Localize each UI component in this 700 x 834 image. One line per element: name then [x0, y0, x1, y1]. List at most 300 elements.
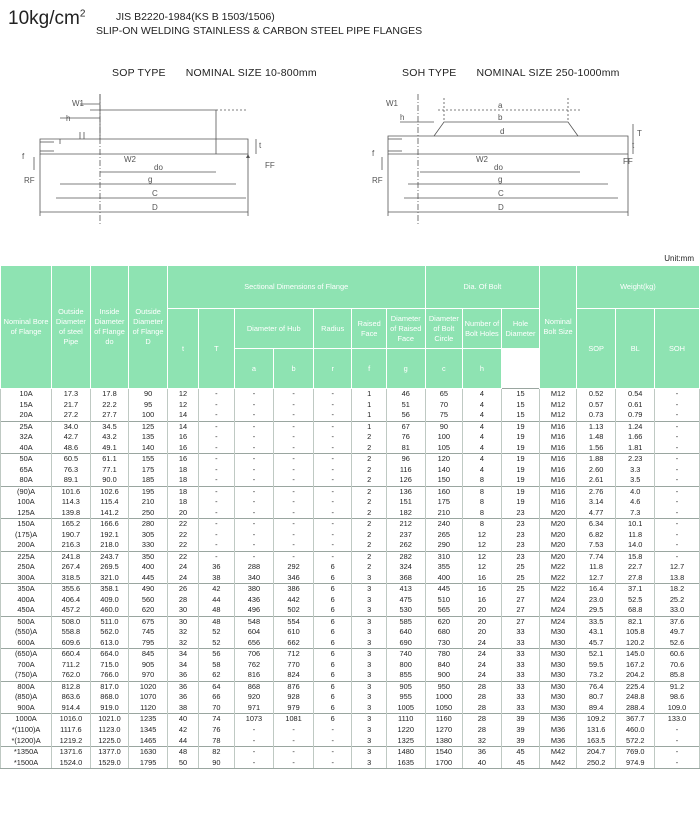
- table-cell: -: [274, 519, 314, 530]
- table-cell: 15: [501, 400, 540, 411]
- table-cell: 457.2: [52, 605, 91, 616]
- table-cell: 76.3: [52, 465, 91, 476]
- table-cell: 24: [167, 573, 198, 584]
- table-cell: 350: [129, 551, 168, 562]
- table-cell: 33: [501, 649, 540, 660]
- col-nominal-bore: Nominal Bore of Flange: [1, 266, 52, 389]
- table-cell: 36: [167, 681, 198, 692]
- table-cell: 101.6: [52, 486, 91, 497]
- table-cell: 3: [352, 670, 386, 681]
- table-cell: 442: [274, 595, 314, 606]
- table-cell: 262: [386, 540, 425, 551]
- h-label: h: [400, 113, 405, 122]
- table-cell: 4: [463, 432, 502, 443]
- table-cell: 640: [386, 627, 425, 638]
- table-cell: 8: [463, 475, 502, 486]
- table-cell: 23: [501, 551, 540, 562]
- table-cell: 23: [501, 530, 540, 541]
- table-cell: 6: [313, 714, 352, 725]
- table-row: [1, 410, 700, 421]
- pressure-rating: $10kg/cm^2$: [8, 8, 86, 29]
- table-cell: -: [274, 486, 314, 497]
- table-cell: 20: [463, 605, 502, 616]
- col-group-sectional: Sectional Dimensions of Flange: [167, 266, 425, 309]
- table-cell: 33: [501, 692, 540, 703]
- table-cell: 450A: [1, 605, 52, 616]
- table-cell: 2.23: [616, 454, 655, 465]
- col-outside-steel-pipe: Outside Diameter of steel Pipe: [52, 266, 91, 389]
- table-cell: 715.0: [90, 660, 129, 671]
- table-row: [1, 389, 700, 400]
- table-cell: 160: [425, 486, 463, 497]
- table-cell: 6: [313, 670, 352, 681]
- table-cell: 204.7: [576, 747, 616, 758]
- table-cell: 3: [352, 725, 386, 736]
- table-cell: 745: [129, 627, 168, 638]
- table-cell: -: [234, 443, 274, 454]
- table-cell: -: [655, 465, 700, 476]
- table-cell: 250A: [1, 562, 52, 573]
- table-cell: 116: [386, 465, 425, 476]
- table-cell: M12: [540, 400, 577, 411]
- table-cell: -: [313, 519, 352, 530]
- table-cell: 74: [199, 714, 234, 725]
- table-cell: M24: [540, 616, 577, 627]
- table-cell: 0.57: [576, 400, 616, 411]
- table-cell: -: [655, 551, 700, 562]
- table-cell: 795: [129, 638, 168, 649]
- table-cell: 136: [386, 486, 425, 497]
- table-cell: 80A: [1, 475, 52, 486]
- table-cell: 816: [234, 670, 274, 681]
- table-cell: 167.2: [616, 660, 655, 671]
- table-cell: 32A: [1, 432, 52, 443]
- table-cell: M30: [540, 703, 577, 714]
- table-cell: M16: [540, 421, 577, 432]
- table-cell: -: [313, 508, 352, 519]
- standard-code: JIS B2220-1984(KS B 1503/1506): [116, 11, 275, 23]
- table-cell: -: [313, 747, 352, 758]
- table-cell: 2: [352, 508, 386, 519]
- table-cell: 905: [129, 660, 168, 671]
- table-cell: 82.1: [616, 616, 655, 627]
- table-cell: 4: [463, 389, 502, 400]
- table-cell: 3: [352, 681, 386, 692]
- table-cell: 19: [501, 497, 540, 508]
- table-cell: 20A: [1, 410, 52, 421]
- table-cell: -: [234, 508, 274, 519]
- table-cell: 96: [386, 454, 425, 465]
- table-cell: 22.7: [616, 562, 655, 573]
- table-cell: -: [234, 530, 274, 541]
- table-cell: -: [234, 475, 274, 486]
- table-cell: 18: [167, 465, 198, 476]
- table-cell: M30: [540, 692, 577, 703]
- table-cell: 1005: [386, 703, 425, 714]
- table-cell: -: [655, 540, 700, 551]
- col-holes-h: h: [463, 349, 502, 389]
- table-cell: 81: [386, 443, 425, 454]
- table-cell: 1: [352, 410, 386, 421]
- table-cell: 120.2: [616, 638, 655, 649]
- table-cell: 76: [386, 432, 425, 443]
- table-row: [1, 660, 700, 671]
- table-cell: 38: [199, 573, 234, 584]
- table-row: [1, 605, 700, 616]
- col-num-bolt-holes: Number of Bolt Holes: [463, 309, 502, 349]
- table-cell: -: [234, 747, 274, 758]
- col-raised-g: g: [386, 349, 425, 389]
- table-cell: -: [199, 410, 234, 421]
- table-cell: 34: [167, 649, 198, 660]
- table-cell: -: [313, 421, 352, 432]
- table-cell: 36: [167, 670, 198, 681]
- table-cell: -: [313, 400, 352, 411]
- table-cell: -: [655, 497, 700, 508]
- table-cell: -: [274, 410, 314, 421]
- table-cell: -: [313, 758, 352, 769]
- table-cell: 19: [501, 421, 540, 432]
- table-cell: 18: [167, 497, 198, 508]
- table-row: [1, 486, 700, 497]
- flange-dimensions-table: [0, 265, 700, 834]
- table-cell: 3: [352, 595, 386, 606]
- table-cell: -: [199, 400, 234, 411]
- table-cell: 52: [199, 638, 234, 649]
- table-cell: 358.1: [90, 584, 129, 595]
- table-cell: (750)A: [1, 670, 52, 681]
- table-cell: 330: [129, 540, 168, 551]
- table-cell: 37.1: [616, 584, 655, 595]
- table-cell: 30: [167, 605, 198, 616]
- table-cell: (175)A: [1, 530, 52, 541]
- table-cell: 145.0: [616, 649, 655, 660]
- table-cell: M20: [540, 530, 577, 541]
- table-cell: -: [234, 551, 274, 562]
- table-cell: 3: [352, 649, 386, 660]
- table-cell: 876: [274, 681, 314, 692]
- c-label: C: [152, 189, 158, 198]
- table-cell: 225.4: [616, 681, 655, 692]
- table-cell: -: [274, 454, 314, 465]
- table-cell: 914.4: [52, 703, 91, 714]
- table-cell: 2.61: [576, 475, 616, 486]
- table-cell: -: [274, 747, 314, 758]
- table-cell: 28: [463, 692, 502, 703]
- table-cell: -: [313, 540, 352, 551]
- table-cell: 190.7: [52, 530, 91, 541]
- table-cell: 800: [386, 660, 425, 671]
- table-cell: 3: [352, 638, 386, 649]
- table-row: [1, 540, 700, 551]
- table-cell: 90: [425, 421, 463, 432]
- table-cell: 18: [167, 486, 198, 497]
- table-cell: 17.8: [90, 389, 129, 400]
- table-cell: 33: [501, 703, 540, 714]
- table-cell: 248.8: [616, 692, 655, 703]
- table-cell: 436: [234, 595, 274, 606]
- table-cell: 950: [425, 681, 463, 692]
- rf-label: RF: [24, 176, 35, 185]
- table-cell: 324: [386, 562, 425, 573]
- table-cell: 6: [313, 562, 352, 573]
- table-cell: -: [234, 736, 274, 747]
- table-row: [1, 551, 700, 562]
- table-cell: 1540: [425, 747, 463, 758]
- table-cell: 730: [425, 638, 463, 649]
- table-cell: 2: [352, 475, 386, 486]
- table-cell: 28: [463, 703, 502, 714]
- table-row: [1, 758, 700, 769]
- table-cell: 133.0: [655, 714, 700, 725]
- table-cell: M30: [540, 638, 577, 649]
- table-cell: 680: [425, 627, 463, 638]
- table-row: [1, 714, 700, 725]
- c-label: C: [498, 189, 504, 198]
- table-cell: 56: [199, 649, 234, 660]
- table-cell: 78: [199, 736, 234, 747]
- table-cell: 95: [129, 400, 168, 411]
- table-cell: -: [655, 432, 700, 443]
- table-cell: 1000A: [1, 714, 52, 725]
- table-cell: 105.8: [616, 627, 655, 638]
- table-cell: (650)A: [1, 649, 52, 660]
- table-cell: 3: [352, 714, 386, 725]
- table-row: [1, 432, 700, 443]
- table-cell: 409.0: [90, 595, 129, 606]
- table-cell: 350A: [1, 584, 52, 595]
- table-cell: 16: [463, 595, 502, 606]
- table-cell: 0.61: [616, 400, 655, 411]
- table-cell: 769.0: [616, 747, 655, 758]
- sop-flange-drawing: [20, 84, 290, 234]
- table-cell: 6: [313, 595, 352, 606]
- table-cell: 65: [425, 389, 463, 400]
- table-cell: M20: [540, 540, 577, 551]
- table-cell: M36: [540, 714, 577, 725]
- table-cell: 12: [463, 562, 502, 573]
- table-cell: M22: [540, 562, 577, 573]
- table-cell: 19: [501, 443, 540, 454]
- table-cell: 15: [501, 389, 540, 400]
- table-cell: 0.73: [576, 410, 616, 421]
- table-cell: 34.0: [52, 421, 91, 432]
- table-cell: 25A: [1, 421, 52, 432]
- table-cell: 6: [313, 649, 352, 660]
- table-cell: 1: [352, 421, 386, 432]
- table-cell: 240: [425, 519, 463, 530]
- table-cell: 900A: [1, 703, 52, 714]
- table-cell: 175: [129, 465, 168, 476]
- g-label: g: [498, 175, 503, 184]
- table-cell: -: [655, 519, 700, 530]
- table-cell: 82: [199, 747, 234, 758]
- table-cell: 346: [274, 573, 314, 584]
- table-cell: 1700: [425, 758, 463, 769]
- table-cell: 355.6: [52, 584, 91, 595]
- table-cell: -: [274, 400, 314, 411]
- table-cell: 1465: [129, 736, 168, 747]
- table-cell: 11.8: [616, 530, 655, 541]
- table-cell: 24: [463, 660, 502, 671]
- table-cell: 23.0: [576, 595, 616, 606]
- table-cell: 300A: [1, 573, 52, 584]
- table-cell: -: [234, 421, 274, 432]
- table-cell: 26: [167, 584, 198, 595]
- d-label: D: [152, 203, 158, 212]
- table-cell: 12.7: [655, 562, 700, 573]
- col-hole-diameter: Hole Diameter: [501, 309, 540, 349]
- table-cell: 690: [386, 638, 425, 649]
- table-cell: 16: [167, 454, 198, 465]
- table-cell: 1: [352, 400, 386, 411]
- table-cell: 243.7: [90, 551, 129, 562]
- table-cell: 49.1: [90, 443, 129, 454]
- w1-label: W1: [386, 99, 398, 108]
- table-cell: 33: [501, 660, 540, 671]
- table-cell: -: [199, 530, 234, 541]
- table-cell: 280: [129, 519, 168, 530]
- table-cell: 45: [501, 747, 540, 758]
- table-cell: 1.24: [616, 421, 655, 432]
- soh-type-label: SOH TYPE NOMINAL SIZE 250-1000mm: [402, 67, 620, 79]
- table-cell: -: [274, 551, 314, 562]
- table-cell: -: [274, 443, 314, 454]
- table-cell: M30: [540, 670, 577, 681]
- table-row: [1, 725, 700, 736]
- table-cell: 48: [199, 616, 234, 627]
- table-cell: 33.5: [576, 616, 616, 627]
- table-cell: 48: [199, 605, 234, 616]
- table-cell: -: [313, 443, 352, 454]
- table-cell: 73.2: [576, 670, 616, 681]
- table-cell: -: [199, 497, 234, 508]
- table-cell: 12.7: [576, 573, 616, 584]
- table-cell: 52.5: [616, 595, 655, 606]
- w2-label: W2: [476, 155, 488, 164]
- table-cell: 0.52: [576, 389, 616, 400]
- table-cell: *1500A: [1, 758, 52, 769]
- table-cell: (550)A: [1, 627, 52, 638]
- table-cell: -: [313, 725, 352, 736]
- table-cell: 2: [352, 530, 386, 541]
- table-cell: 928: [274, 692, 314, 703]
- table-cell: 558.8: [52, 627, 91, 638]
- table-cell: 979: [274, 703, 314, 714]
- table-cell: 42.7: [52, 432, 91, 443]
- col-t: t: [167, 309, 198, 389]
- table-cell: M16: [540, 443, 577, 454]
- table-cell: 2: [352, 486, 386, 497]
- table-cell: M42: [540, 758, 577, 769]
- table-cell: 8: [463, 519, 502, 530]
- table-cell: 1.56: [576, 443, 616, 454]
- table-cell: 33: [501, 681, 540, 692]
- table-row: [1, 443, 700, 454]
- table-cell: 100A: [1, 497, 52, 508]
- table-cell: -: [234, 497, 274, 508]
- table-cell: 6: [313, 605, 352, 616]
- table-cell: -: [234, 410, 274, 421]
- table-cell: 22: [167, 530, 198, 541]
- table-cell: 1270: [425, 725, 463, 736]
- table-cell: 10.1: [616, 519, 655, 530]
- ff-label: FF: [265, 161, 275, 170]
- table-cell: 1020: [129, 681, 168, 692]
- table-cell: 1480: [386, 747, 425, 758]
- table-cell: 620: [425, 616, 463, 627]
- table-cell: -: [655, 389, 700, 400]
- table-cell: 212: [386, 519, 425, 530]
- table-cell: 840: [425, 660, 463, 671]
- document-title: SLIP-ON WELDING STAINLESS & CARBON STEEL PIPE FLANGES: [96, 25, 423, 37]
- table-cell: 12: [463, 530, 502, 541]
- table-cell: 868.0: [90, 692, 129, 703]
- table-cell: M12: [540, 389, 577, 400]
- table-cell: 195: [129, 486, 168, 497]
- table-cell: *(1200)A: [1, 736, 52, 747]
- table-cell: M24: [540, 605, 577, 616]
- table-cell: 141.2: [90, 508, 129, 519]
- table-cell: 126: [386, 475, 425, 486]
- table-cell: 1021.0: [90, 714, 129, 725]
- table-cell: 15A: [1, 400, 52, 411]
- table-cell: M16: [540, 465, 577, 476]
- table-cell: 8: [463, 508, 502, 519]
- table-cell: 28: [463, 714, 502, 725]
- table-cell: 868: [234, 681, 274, 692]
- table-cell: 664.0: [90, 649, 129, 660]
- table-cell: 27.2: [52, 410, 91, 421]
- col-T: T: [199, 309, 234, 389]
- table-cell: -: [274, 432, 314, 443]
- table-cell: 0.79: [616, 410, 655, 421]
- table-cell: 90: [129, 389, 168, 400]
- table-cell: -: [655, 508, 700, 519]
- table-cell: 18: [167, 475, 198, 486]
- table-cell: 27: [501, 616, 540, 627]
- table-cell: -: [313, 389, 352, 400]
- table-cell: 1.13: [576, 421, 616, 432]
- table-cell: -: [313, 410, 352, 421]
- table-cell: 38: [167, 703, 198, 714]
- table-cell: 6.34: [576, 519, 616, 530]
- table-cell: 7.3: [616, 508, 655, 519]
- table-cell: 3: [352, 584, 386, 595]
- table-cell: 23: [501, 519, 540, 530]
- table-cell: -: [655, 400, 700, 411]
- table-cell: 30: [167, 616, 198, 627]
- table-row: [1, 562, 700, 573]
- col-bolt-c: c: [425, 349, 463, 389]
- table-cell: M22: [540, 573, 577, 584]
- table-cell: -: [655, 454, 700, 465]
- table-row: [1, 681, 700, 692]
- col-group-dia-bolt: Dia. Of Bolt: [425, 266, 540, 309]
- col-raised-f: f: [352, 349, 386, 389]
- table-row: [1, 584, 700, 595]
- table-cell: 28: [167, 595, 198, 606]
- table-cell: 288.4: [616, 703, 655, 714]
- table-cell: 1235: [129, 714, 168, 725]
- table-cell: 216.3: [52, 540, 91, 551]
- table-cell: 660.4: [52, 649, 91, 660]
- table-cell: 12: [167, 400, 198, 411]
- table-cell: 80.7: [576, 692, 616, 703]
- table-cell: 67: [386, 421, 425, 432]
- table-cell: 98.6: [655, 692, 700, 703]
- table-cell: 115.4: [90, 497, 129, 508]
